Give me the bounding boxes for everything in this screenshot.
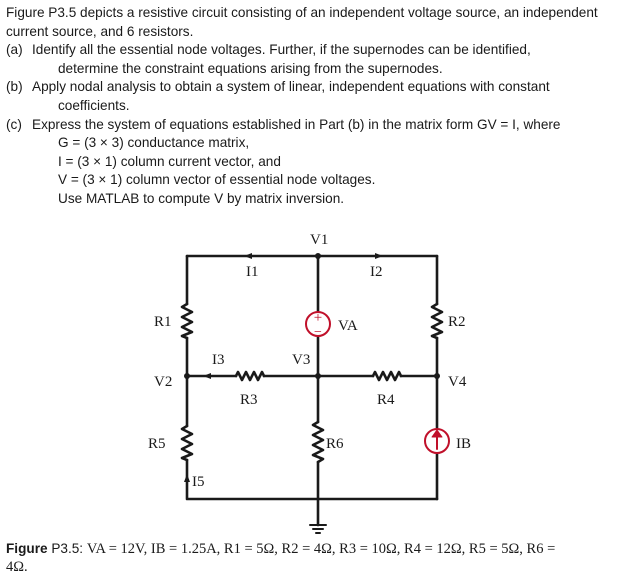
label-i5: I5 — [192, 474, 205, 490]
part-b-line1: Apply nodal analysis to obtain a system of linear, independent equations with constant — [32, 79, 550, 95]
caption-figure-number: P3.5: — [51, 541, 84, 556]
label-r6: R6 — [326, 436, 344, 452]
part-b — [6, 78, 638, 115]
problem-intro: Figure P3.5 depicts a resistive circuit consisting of an independent voltage source, an independent current source, and 6 resistors. — [6, 5, 598, 39]
label-r4: R4 — [377, 392, 395, 408]
part-a — [6, 41, 638, 78]
label-v2: V2 — [154, 374, 173, 390]
resistor-r3 — [236, 372, 264, 380]
resistor-r5 — [182, 426, 192, 460]
part-c-label: (c) — [6, 116, 22, 132]
part-a-line2: determine the constraint equations arising from the supernodes. — [58, 60, 443, 76]
part-b-line2: coefficients. — [58, 97, 130, 113]
node-v2 — [184, 373, 190, 379]
circuit-wires — [187, 256, 437, 525]
label-i1: I1 — [246, 264, 259, 280]
g-definition: G = (3 × 3) conductance matrix, — [58, 135, 250, 151]
v-definition: V = (3 × 1) column vector of essential node voltages. — [58, 172, 376, 188]
caption-figure-label: Figure — [6, 541, 48, 556]
voltage-source-minus: − — [314, 325, 322, 340]
resistor-r1 — [182, 304, 192, 338]
arrow-i2-icon — [375, 253, 383, 259]
part-c-line1: Express the system of equations established in Part (b) in the matrix form GV = I, where — [32, 116, 561, 132]
label-r5: R5 — [148, 436, 166, 452]
circuit-diagram — [140, 226, 500, 536]
part-c — [6, 116, 638, 209]
label-r3: R3 — [240, 392, 258, 408]
label-i2: I2 — [370, 264, 383, 280]
current-source-ib — [425, 429, 449, 453]
caption-values: VA = 12V, IB = 1.25A, R1 = 5Ω, R2 = 4Ω, R3 = 10Ω, R4 = 12Ω, R5 = 5Ω, R6 = — [86, 541, 556, 557]
resistor-r4 — [373, 372, 401, 380]
node-v3 — [315, 373, 321, 379]
voltage-source-va — [306, 310, 330, 340]
label-v1: V1 — [310, 232, 329, 248]
arrow-i3-icon — [203, 373, 211, 379]
label-v3: V3 — [292, 352, 311, 368]
matlab-instruction: Use MATLAB to compute V by matrix inversion. — [58, 190, 345, 206]
figure-caption — [6, 540, 638, 576]
i-definition: I = (3 × 1) column current vector, and — [58, 153, 281, 169]
node-v4 — [434, 373, 440, 379]
caption-values-cont: 4Ω. — [6, 559, 28, 575]
arrow-i1-icon — [244, 253, 252, 259]
resistor-r2 — [432, 304, 442, 338]
resistor-r6 — [313, 422, 323, 462]
node-v1 — [315, 253, 321, 259]
part-b-label: (b) — [6, 79, 23, 95]
label-r1: R1 — [154, 314, 172, 330]
problem-statement — [6, 4, 638, 209]
part-a-line1: Identify all the essential node voltages. Further, if the supernodes can be identified, — [32, 42, 531, 58]
part-a-label: (a) — [6, 42, 23, 58]
label-v4: V4 — [448, 374, 467, 390]
label-ib: IB — [456, 436, 471, 452]
voltage-source-plus: + — [313, 310, 323, 326]
label-i3: I3 — [212, 352, 225, 368]
label-r2: R2 — [448, 314, 466, 330]
label-va: VA — [338, 318, 358, 334]
arrow-i5-icon — [184, 474, 190, 482]
